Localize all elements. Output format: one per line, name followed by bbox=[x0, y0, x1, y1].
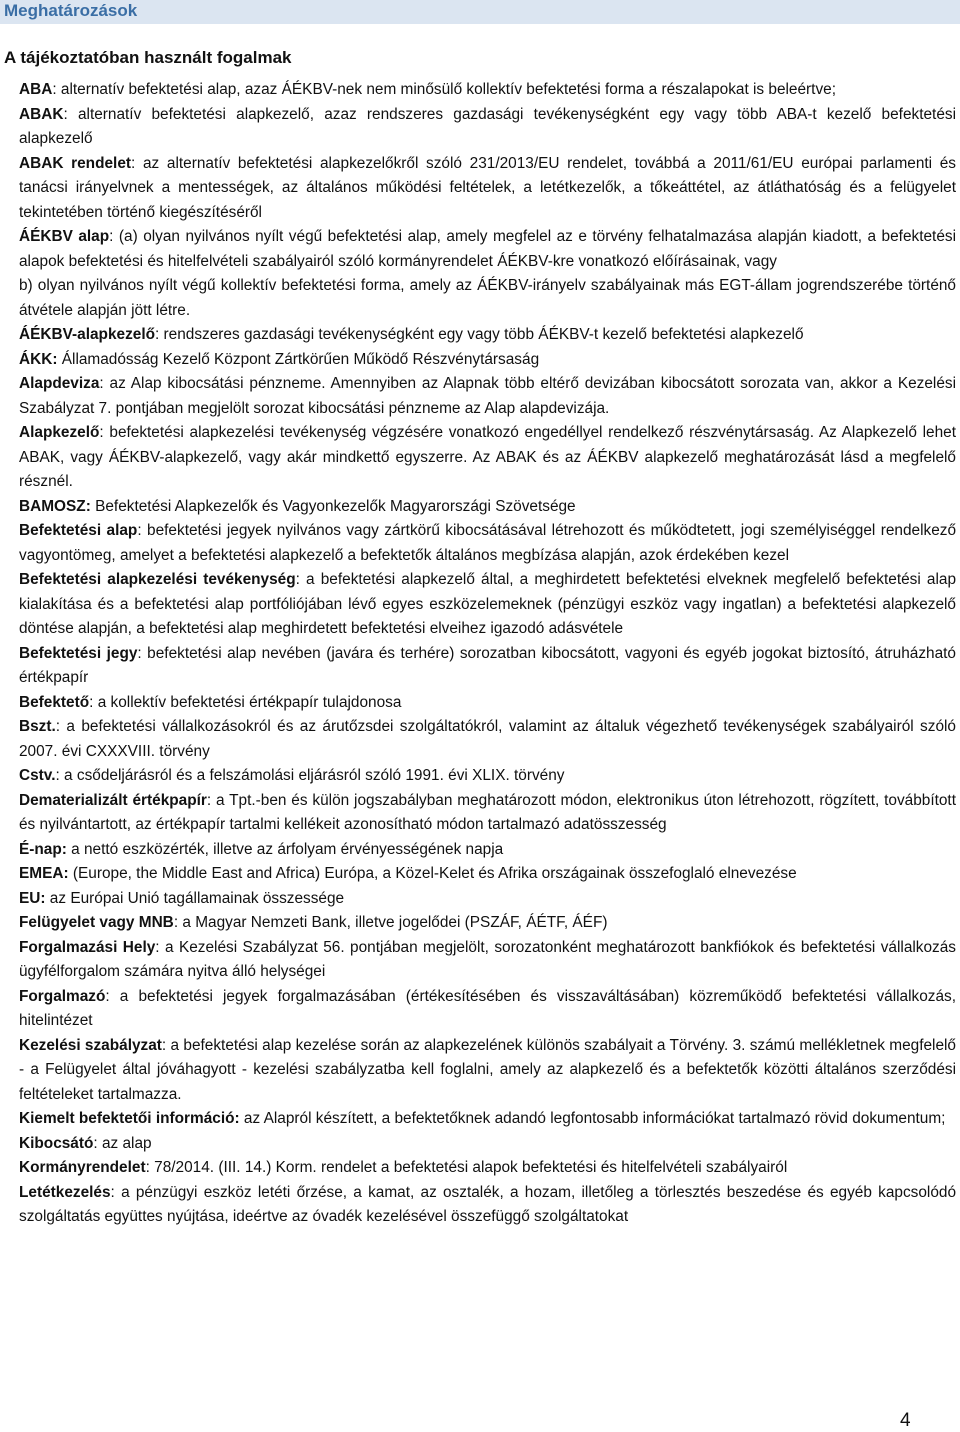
definition-text: a csődeljárásról és a felszámolási eljárásról szóló 1991. évi XLIX. törvény bbox=[59, 767, 565, 784]
definition-entry bbox=[19, 495, 956, 520]
definition-entry bbox=[19, 1181, 956, 1230]
definition-separator: : bbox=[55, 767, 60, 784]
definition-entry bbox=[19, 1132, 956, 1157]
definition-term: EMEA: bbox=[19, 865, 69, 882]
definition-term: ABA bbox=[19, 81, 53, 98]
definition-text: alternatív befektetési alap, azaz ÁÉKBV-nek nem minősülő kollektív befektetési forma a részalapokat is beleértve; bbox=[56, 81, 836, 98]
definition-text: rendszeres gazdasági tevékenységként egy vagy több ÁÉKBV-t kezelő befektetési alapkezelő bbox=[159, 326, 804, 343]
definition-entry bbox=[19, 421, 956, 495]
header-bar bbox=[0, 0, 960, 24]
definition-term: Forgalmazási Hely bbox=[19, 938, 156, 956]
page-number: 4 bbox=[900, 1410, 911, 1431]
definition-term: Kibocsátó bbox=[19, 1134, 94, 1152]
definition-entry bbox=[19, 103, 956, 152]
definition-text: (a) olyan nyilvános nyílt végű befektetési alap, amely megfelel az e törvény felhatalmazása alapján kiadott, a befektetési alapok befektetési és hitelfelvételi szabályairól szóló kormányrendelet ÁÉKBV-kre vonatkozó előírásainak, vagy bbox=[19, 228, 956, 270]
definition-term: ÁÉKBV-alapkezelő bbox=[19, 326, 155, 343]
definition-text: a nettó eszközérték, illetve az árfolyam érvényességének napja bbox=[66, 840, 504, 858]
definition-separator: : bbox=[55, 718, 61, 735]
definition-entry bbox=[19, 764, 956, 789]
definition-separator: : bbox=[145, 1159, 150, 1176]
definition-text: az Európai Unió tagállamainak összessége bbox=[45, 889, 345, 907]
definition-entry bbox=[19, 715, 956, 764]
definition-text: a Kezelési Szabályzat 56. pontjában megjelölt, sorozatonként meghatározott bankfiókok és befektetési vállalkozás ügyfélforgalom számára nyitva álló helységei bbox=[19, 938, 956, 980]
definition-text: befektetési alap nevében (javára és terhére) sorozatban kibocsátott, vagyoni és egyéb jogokat biztosító, átruházható értékpapír bbox=[19, 644, 956, 686]
definition-entry bbox=[19, 568, 956, 642]
definition-text: az Alap kibocsátási pénzneme. Amennyiben az Alapnak több eltérő devizában kibocsátott sorozata van, akkor a Kezelési Szabályzat 7. pontjában megjelölt sorozat kibocsátási pénzneme az Alap alapdevizája. bbox=[19, 375, 956, 417]
definition-text: 78/2014. (III. 14.) Korm. rendelet a befektetési alapok befektetési és hitelfelvételi szabályairól bbox=[149, 1159, 788, 1176]
definition-entry bbox=[19, 838, 956, 863]
definition-text: Befektetési Alapkezelők és Vagyonkezelők Magyarországi Szövetsége bbox=[90, 497, 576, 515]
definitions-list bbox=[19, 78, 956, 1230]
definition-term: Felügyelet vagy MNB bbox=[19, 914, 174, 931]
definition-text: a Magyar Nemzeti Bank, illetve jogelődei (PSZÁF, ÁÉTF, ÁÉF) bbox=[178, 914, 608, 931]
definition-text: az alternatív befektetési alapkezelőkről szóló 231/2013/EU rendelet, továbbá a 2011/61/EU európai parlamenti és tanácsi irányelvnek a mentességek, az általános működési feltételek, a letétkezelők, a tőkeáttétel, az átláthatóság és a felügyelet tekintetében történő kiegészítéséről bbox=[19, 154, 957, 221]
definition-text: a befektetési vállalkozásokról és az árutőzsdei szolgáltatókról, valamint az általuk végezhető tevékenységek szabályairól szóló 2007. évi CXXXVIII. törvény bbox=[19, 718, 956, 760]
definition-entry bbox=[19, 323, 956, 348]
definition-entry bbox=[19, 691, 956, 716]
definition-separator: : bbox=[137, 522, 142, 539]
definition-entry bbox=[19, 1107, 956, 1132]
definition-term: Letétkezelés bbox=[19, 1183, 111, 1201]
definition-separator: : bbox=[63, 105, 68, 123]
definition-separator: : bbox=[99, 424, 104, 441]
definition-term: Befektető bbox=[19, 693, 90, 711]
definition-text: Államadósság Kezelő Központ Zártkörűen Működő Részvénytársaság bbox=[57, 350, 540, 368]
definition-entry bbox=[19, 274, 956, 323]
definition-term: Forgalmazó bbox=[19, 987, 106, 1005]
definition-term: Cstv. bbox=[19, 767, 56, 784]
definition-text: az Alapról készített, a befektetőknek adandó legfontosabb információkat tartalmazó rövid dokumentum; bbox=[239, 1110, 946, 1127]
definition-separator: : bbox=[99, 375, 104, 392]
definition-entry bbox=[19, 152, 956, 226]
definition-entry bbox=[19, 78, 956, 103]
definition-separator: : bbox=[161, 1036, 167, 1054]
definition-entry bbox=[19, 642, 956, 691]
definition-entry bbox=[19, 519, 956, 568]
definition-text: a pénzügyi eszköz letéti őrzése, a kamat, az osztalék, a hozam, illetőleg a törlesztés beszedése és egyéb kapcsolódó szolgáltatás együttes nyújtása, ideértve az óvadék kezelésével összefüggő szolgáltatokat bbox=[19, 1183, 956, 1225]
definition-entry bbox=[19, 936, 956, 985]
definition-entry bbox=[19, 887, 956, 912]
definition-term: Bszt. bbox=[19, 718, 56, 735]
definition-term: ÁÉKBV alap bbox=[19, 228, 110, 245]
definition-separator: : bbox=[137, 644, 142, 662]
page-heading: Meghatározások bbox=[4, 1, 138, 20]
definition-term: É-nap: bbox=[19, 840, 67, 858]
definition-separator: : bbox=[173, 914, 179, 931]
definition-term: Befektetési jegy bbox=[19, 644, 138, 662]
definition-term: Befektetési alap bbox=[19, 522, 138, 539]
definition-text: a befektetési jegyek forgalmazásában (értékesítésében és visszaváltásában) közreműködő befektetési vállalkozás, hitelintézet bbox=[19, 987, 956, 1029]
definition-entry bbox=[19, 348, 956, 373]
definition-text: a befektetési alap kezelése során az alapkezelének különös szabályait a Törvény. 3. számú mellékletnek megfelelő - a Felügyelet által jóváhagyott - kezelési szabályzatba kell foglalni, amely az alapkezelő és a befektetők közötti általános szerződési feltételeket tartalmazza. bbox=[19, 1036, 956, 1103]
definition-term: ÁKK: bbox=[19, 350, 58, 368]
definition-entry bbox=[19, 372, 956, 421]
definition-text: befektetési jegyek nyilvános vagy zártkörű kibocsátásával létrehozott és működtetett, jogi személyiséggel rendelkező vagyontömeg, amelyet a befektetési alapkezelő a befektetők általános megbízása alapján, azok érdekében kezel bbox=[19, 522, 957, 564]
definition-separator: : bbox=[93, 1134, 98, 1152]
definition-term: ABAK rendelet bbox=[19, 154, 132, 172]
definition-term: Kezelési szabályzat bbox=[19, 1036, 162, 1054]
definition-entry bbox=[19, 1156, 956, 1181]
definition-entry bbox=[19, 225, 956, 274]
definition-separator: : bbox=[109, 228, 114, 245]
definition-separator: : bbox=[89, 693, 94, 711]
definition-text: (Europe, the Middle East and Africa) Európa, a Közel-Kelet és Afrika országainak összefoglaló elnevezése bbox=[68, 865, 797, 882]
definition-entry bbox=[19, 985, 956, 1034]
definition-text: a befektetési alapkezelő által, a meghirdetett befektetési elveknek megfelelő befektetési alap kialakítása és a befektetési alap portfóliójában lévő egyes eszközelemeknek (pénzügyi eszköz vagy ingatlan) a befektetési alapkezelő döntése alapján, a befektetési alap meghirdetett befektetési elveihez igazodó adásvétele bbox=[19, 571, 957, 637]
definition-term: EU: bbox=[19, 889, 46, 907]
section-title: A tájékoztatóban használt fogalmak bbox=[4, 48, 292, 67]
definition-text: befektetési alapkezelési tevékenység végzésére vonatkozó engedéllyel rendelkező részvénytársaság. Az Alapkezelő lehet ABAK, vagy ÁÉKBV-alapkezelő, vagy akár mindkettő egyszerre. Az ABAK és az ÁÉKBV alapkezelő meghatározását lásd a megfelelő résznél. bbox=[19, 424, 956, 490]
definition-entry bbox=[19, 911, 956, 936]
definition-separator: : bbox=[155, 938, 160, 956]
definition-text: alternatív befektetési alapkezelő, azaz rendszeres gazdasági tevékenységként egy vagy több ABA-t kezelő befektetési alapkezelő bbox=[19, 105, 956, 147]
definition-separator: : bbox=[105, 987, 110, 1005]
definition-separator: : bbox=[131, 154, 136, 172]
definition-text: a Tpt.-ben és külön jogszabályban meghatározott módon, elektronikus úton létrehozott, rögzített, továbbított és nyilvántartott, az értékpapír tartalmi kellékeit azonosítható módon tartalmazó adatösszesség bbox=[19, 791, 956, 833]
definition-term: ABAK bbox=[19, 105, 64, 123]
definition-separator: : bbox=[52, 81, 57, 98]
definition-separator: : bbox=[206, 791, 212, 809]
definition-text: az alap bbox=[97, 1134, 152, 1152]
definition-text: b) olyan nyilvános nyílt végű kollektív befektetési forma, amely az ÁÉKBV-irányelv szabályainak más EGT-állam jogrendszerébe történő átvétele alapján jött létre. bbox=[19, 277, 956, 319]
definition-entry bbox=[19, 789, 956, 838]
definition-entry bbox=[19, 862, 956, 887]
definition-term: BAMOSZ: bbox=[19, 497, 91, 515]
definition-separator: : bbox=[110, 1183, 115, 1201]
definition-term: Kormányrendelet bbox=[19, 1159, 146, 1176]
definition-separator: : bbox=[155, 326, 160, 343]
definition-separator: : bbox=[295, 571, 300, 588]
definition-term: Dematerializált értékpapír bbox=[19, 791, 207, 809]
definition-term: Kiemelt befektetői információ: bbox=[19, 1110, 240, 1127]
definition-term: Befektetési alapkezelési tevékenység bbox=[19, 571, 296, 588]
definition-term: Alapdeviza bbox=[19, 375, 100, 392]
definition-term: Alapkezelő bbox=[19, 424, 100, 441]
definition-text: a kollektív befektetési értékpapír tulajdonosa bbox=[93, 693, 402, 711]
definition-entry bbox=[19, 1034, 956, 1108]
